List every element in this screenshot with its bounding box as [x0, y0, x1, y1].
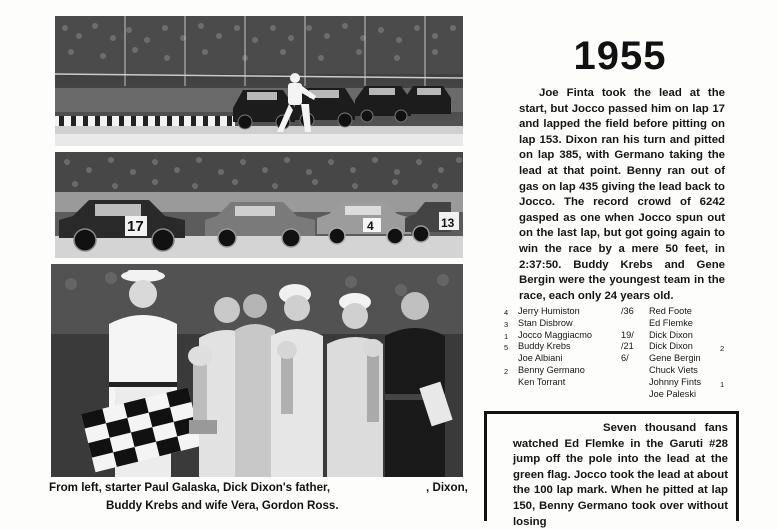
- result-row: [504, 318, 734, 330]
- lap-note: 19/: [621, 329, 634, 340]
- driver-name: Benny Germano: [518, 364, 585, 375]
- finish-position: 1: [504, 331, 509, 341]
- driver-name: Jerry Humiston: [518, 306, 580, 316]
- photo-caption-line1-right: , Dixon,: [426, 481, 468, 494]
- co-driver-name: Red Foote: [649, 306, 692, 316]
- driver-name: Stan Disbrow: [518, 317, 573, 328]
- car-number-13: 13: [441, 216, 455, 230]
- photo-race-start: [55, 16, 463, 146]
- driver-name: Ken Torrant: [518, 376, 566, 387]
- race-story: [519, 86, 725, 304]
- result-row: [504, 389, 734, 401]
- results-list: [504, 306, 734, 400]
- result-row: [504, 330, 734, 342]
- co-driver-name: Dick Dixon: [649, 329, 693, 340]
- result-row: [504, 306, 734, 318]
- driver-name: Joe Albiani: [518, 353, 563, 364]
- result-row: [504, 353, 734, 365]
- finish-position: 3: [504, 319, 509, 329]
- result-row: [504, 377, 734, 389]
- driver-name: Buddy Krebs: [518, 341, 571, 352]
- photo-winners-group: [51, 264, 463, 477]
- photo-caption-line1: From left, starter Paul Galaska, Dick Dixon's father,: [49, 481, 331, 494]
- race-story-paragraph: Joe Finta took the lead at the start, but Jocco passed him on lap 17 and lapped the field before pitting on lap 153. Dixon ran his turn and pitted on lap 385, with Germano taking the lead at that point. Benny ran out of gas on lap 435 giving the lead back to Jocco. The record crowd of 6242 gasped as one when Jocco spun out on the last lap, but got going again to win the race by a mere 50 feet, in 2:37:50. Buddy Krebs and Gene Bergin were the youngest team in the race, each only 24 years old.: [519, 87, 725, 302]
- lap-note: /36: [621, 306, 634, 316]
- car-number-17: 17: [127, 218, 144, 235]
- co-driver-name: Chuck Viets: [649, 364, 698, 375]
- co-driver-position: 1: [720, 379, 725, 389]
- co-driver-name: Joe Paleski: [649, 388, 696, 399]
- car-number-4: 4: [367, 219, 374, 233]
- co-driver-name: Ed Flemke: [649, 317, 693, 328]
- co-driver-position: 2: [720, 344, 725, 354]
- driver-name: Jocco Maggiacmo: [518, 329, 593, 340]
- result-row: [504, 365, 734, 377]
- result-row: [504, 341, 734, 353]
- lap-note: /21: [621, 341, 634, 352]
- finish-position: 5: [504, 343, 509, 353]
- co-driver-name: Gene Bergin: [649, 353, 701, 364]
- photo-caption-line2: Buddy Krebs and wife Vera, Gordon Ross.: [106, 499, 339, 512]
- photo-cars-racing: [55, 152, 463, 258]
- co-driver-name: Johnny Fints: [649, 376, 702, 387]
- co-driver-name: Dick Dixon: [649, 341, 693, 352]
- boxed-story-paragraph: Seven thousand fans watched Ed Flemke in the Garuti #28 jump off the pole into the lead at the green flag. Jocco took the lead at about the 100 lap mark. When he pitted at lap 150, Benny Germano took over without losing: [513, 422, 728, 528]
- lap-note: 6/: [621, 353, 629, 364]
- year-heading: 1955: [573, 34, 667, 78]
- finish-position: 2: [504, 366, 509, 376]
- finish-position: 4: [504, 308, 509, 317]
- boxed-story: [513, 421, 728, 530]
